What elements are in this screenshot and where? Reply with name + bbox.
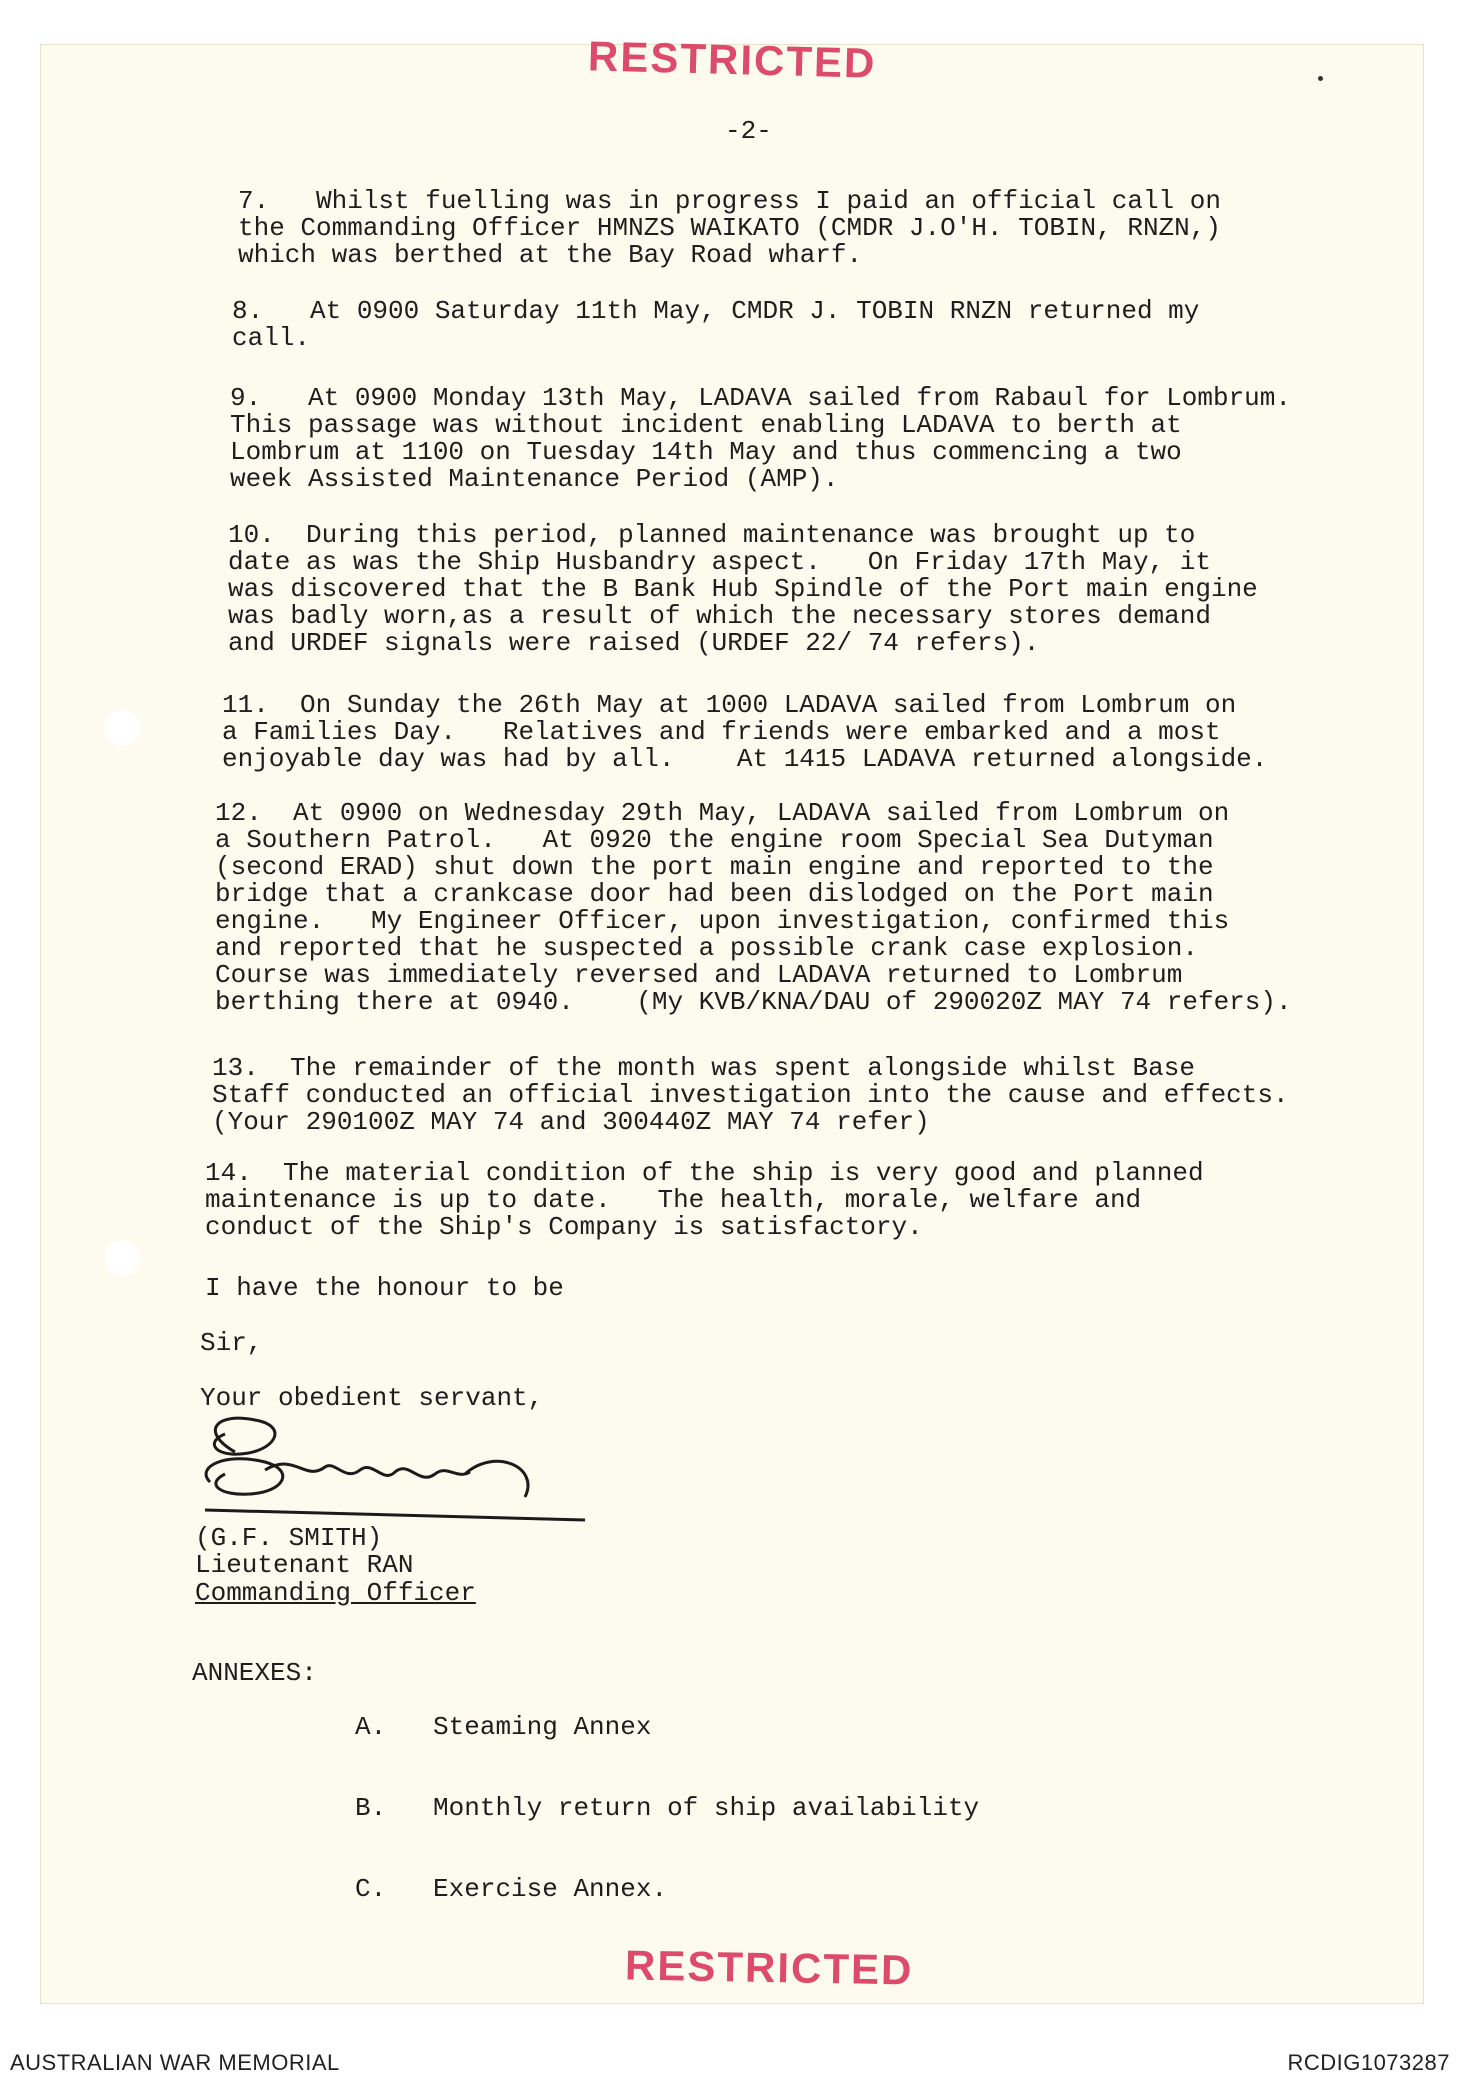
closing-honour: I have the honour to be bbox=[205, 1273, 564, 1303]
paragraph-10 bbox=[228, 522, 1258, 657]
paragraph-line: and URDEF signals were raised (URDEF 22/ 74 refers). bbox=[228, 628, 1040, 658]
paragraph-line: 12. At 0900 on Wednesday 29th May, LADAVA sailed from Lombrum on bbox=[215, 798, 1230, 828]
paragraph-line: the Commanding Officer HMNZS WAIKATO (CMDR J.O'H. TOBIN, RNZN,) bbox=[238, 213, 1221, 243]
restricted-stamp-top: RESTRICTED bbox=[587, 32, 877, 87]
paragraph-line: bridge that a crankcase door had been dislodged on the Port main bbox=[215, 879, 1214, 909]
annex-item: A. Steaming Annex bbox=[355, 1712, 652, 1742]
paragraph-7 bbox=[238, 188, 1221, 269]
closing-servant: Your obedient servant, bbox=[200, 1383, 544, 1413]
paragraph-line: a Families Day. Relatives and friends were embarked and a most bbox=[222, 717, 1221, 747]
paragraph-line: 11. On Sunday the 26th May at 1000 LADAVA sailed from Lombrum on bbox=[222, 690, 1237, 720]
paragraph-9 bbox=[230, 385, 1291, 493]
paragraph-line: 10. During this period, planned maintenance was brought up to bbox=[228, 520, 1196, 550]
paragraph-line: a Southern Patrol. At 0920 the engine room Special Sea Dutyman bbox=[215, 825, 1214, 855]
paragraph-line: berthing there at 0940. (My KVB/KNA/DAU of 290020Z MAY 74 refers). bbox=[215, 987, 1292, 1017]
paragraph-line: (Your 290100Z MAY 74 and 300440Z MAY 74 refer) bbox=[212, 1107, 930, 1137]
paragraph-line: enjoyable day was had by all. At 1415 LADAVA returned alongside. bbox=[222, 744, 1268, 774]
paragraph-line: engine. My Engineer Officer, upon investigation, confirmed this bbox=[215, 906, 1230, 936]
signatory-role: Commanding Officer bbox=[195, 1578, 476, 1608]
paragraph-line: 9. At 0900 Monday 13th May, LADAVA sailed from Rabaul for Lombrum. bbox=[230, 383, 1291, 413]
closing-sir: Sir, bbox=[200, 1328, 263, 1358]
paragraph-line: 7. Whilst fuelling was in progress I paid an official call on bbox=[238, 186, 1221, 216]
paragraph-11 bbox=[222, 692, 1267, 773]
footer-identifier: RCDIG1073287 bbox=[1287, 2050, 1450, 2075]
paragraph-line: 8. At 0900 Saturday 11th May, CMDR J. TOBIN RNZN returned my bbox=[232, 296, 1200, 326]
punch-hole bbox=[104, 710, 140, 746]
paragraph-8 bbox=[232, 298, 1199, 352]
paragraph-line: This passage was without incident enabling LADAVA to berth at bbox=[230, 410, 1182, 440]
annexes-label: ANNEXES: bbox=[192, 1658, 317, 1688]
annex-item: B. Monthly return of ship availability bbox=[355, 1793, 980, 1823]
restricted-stamp-bottom: RESTRICTED bbox=[624, 1941, 914, 1994]
paragraph-13 bbox=[212, 1055, 1289, 1136]
paragraph-line: Staff conducted an official investigation into the cause and effects. bbox=[212, 1080, 1289, 1110]
paragraph-line: 14. The material condition of the ship is very good and planned bbox=[205, 1158, 1204, 1188]
paragraph-line: Lombrum at 1100 on Tuesday 14th May and thus commencing a two bbox=[230, 437, 1182, 467]
annexes-list bbox=[355, 1660, 979, 1930]
ink-mark bbox=[1318, 76, 1323, 81]
punch-hole bbox=[104, 1240, 140, 1276]
paragraph-line: 13. The remainder of the month was spent alongside whilst Base bbox=[212, 1053, 1195, 1083]
signatory-name: (G.F. SMITH) bbox=[195, 1523, 383, 1553]
paragraph-line: and reported that he suspected a possible crank case explosion. bbox=[215, 933, 1198, 963]
paragraph-12 bbox=[215, 800, 1292, 1016]
paragraph-line: maintenance is up to date. The health, morale, welfare and bbox=[205, 1185, 1142, 1215]
page-number: -2- bbox=[725, 116, 772, 146]
footer-institution: AUSTRALIAN WAR MEMORIAL bbox=[10, 2050, 340, 2075]
paragraph-line: call. bbox=[232, 323, 311, 353]
paragraph-line: was discovered that the B Bank Hub Spindle of the Port main engine bbox=[228, 574, 1258, 604]
annex-item: C. Exercise Annex. bbox=[355, 1874, 668, 1904]
paragraph-line: which was berthed at the Bay Road wharf. bbox=[238, 240, 863, 270]
paragraph-line: date as was the Ship Husbandry aspect. On Friday 17th May, it bbox=[228, 547, 1211, 577]
paragraph-14 bbox=[205, 1160, 1204, 1241]
paragraph-line: conduct of the Ship's Company is satisfactory. bbox=[205, 1212, 923, 1242]
signatory-rank: Lieutenant RAN bbox=[195, 1550, 414, 1580]
paragraph-line: was badly worn,as a result of which the necessary stores demand bbox=[228, 601, 1211, 631]
paragraph-line: week Assisted Maintenance Period (AMP). bbox=[230, 464, 839, 494]
paragraph-line: (second ERAD) shut down the port main engine and reported to the bbox=[215, 852, 1214, 882]
paragraph-line: Course was immediately reversed and LADAVA returned to Lombrum bbox=[215, 960, 1183, 990]
